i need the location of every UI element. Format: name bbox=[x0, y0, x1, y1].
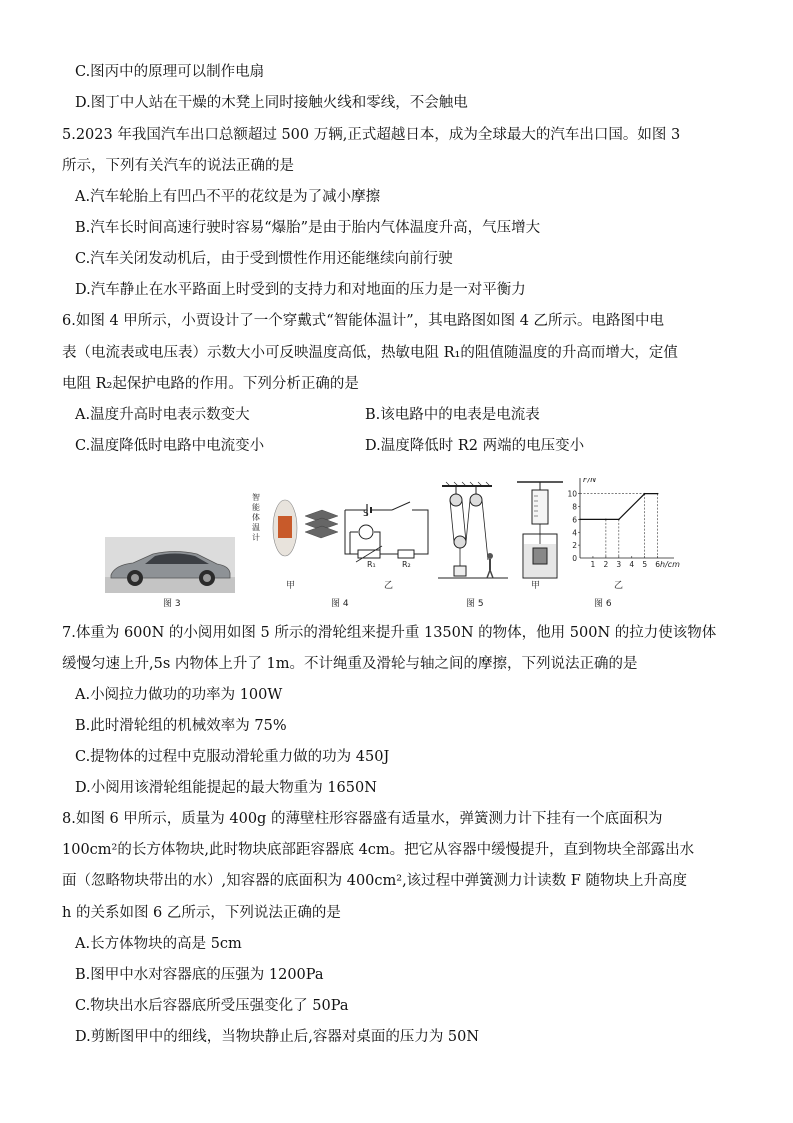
figure-4-device-label: 智能体温计 bbox=[252, 493, 260, 542]
question-8-option-a: A.长方体物块的高是 5cm bbox=[75, 936, 242, 952]
question-8-option-c: C.物块出水后容器底所受压强变化了 50Pa bbox=[75, 998, 349, 1014]
question-5-stem-2: 所示，下列有关汽车的说法正确的是 bbox=[62, 158, 294, 174]
x-tick-label: 3 bbox=[616, 560, 622, 569]
data-point bbox=[579, 519, 581, 521]
y-axis-label: F/N bbox=[583, 478, 597, 484]
data-point bbox=[644, 493, 646, 495]
figure-6-chart bbox=[560, 478, 680, 590]
data-point bbox=[657, 493, 659, 495]
figure-4-yi: 乙 bbox=[384, 581, 394, 591]
question-6-stem-2: 表（电流表或电压表）示数大小可反映温度高低，热敏电阻 R₁的阻值随温度的升高而增大，定值 bbox=[62, 345, 678, 361]
question-8-stem-3: 面（忽略物块带出的水）,知容器的底面积为 400cm²,该过程中弹簧测力计读数 F 随物块上升高度 bbox=[62, 873, 687, 889]
question-6-option-a: A.温度升高时电表示数变大 bbox=[75, 407, 250, 423]
question-6-option-d: D.温度降低时 R2 两端的电压变小 bbox=[365, 438, 585, 454]
x-tick-label: 1 bbox=[590, 560, 596, 569]
x-tick-label: 2 bbox=[603, 560, 609, 569]
question-5-option-d: D.汽车静止在水平路面上时受到的支持力和对地面的压力是一对平衡力 bbox=[75, 282, 526, 298]
figure-4-switch-label: S bbox=[363, 509, 369, 519]
figure-5-caption: 图 5 bbox=[466, 599, 484, 609]
y-tick-label: 8 bbox=[572, 502, 577, 512]
y-tick-label: 0 bbox=[572, 554, 577, 563]
question-7-stem-1: 7.体重为 600N 的小阅用如图 5 所示的滑轮组来提升重 1350N 的物体，他用 500N 的拉力使该物体 bbox=[62, 625, 717, 641]
figure-3-caption: 图 3 bbox=[163, 599, 181, 609]
figure-4 bbox=[250, 488, 440, 588]
y-tick-label: 6 bbox=[572, 515, 577, 525]
question-5-stem-1: 5.2023 年我国汽车出口总额超过 500 万辆,正式超越日本，成为全球最大的汽车出口国。如图 3 bbox=[62, 127, 681, 143]
question-7-option-c: C.提物体的过程中克服动滑轮重力做的功为 450J bbox=[75, 749, 390, 765]
question-7-option-d: D.小阅用该滑轮组能提起的最大物重为 1650N bbox=[75, 780, 377, 796]
series-line bbox=[580, 494, 658, 520]
x-tick-label: 5 bbox=[642, 560, 648, 569]
figure-4-r2-label: R₂ bbox=[402, 560, 411, 569]
y-tick-label: 10 bbox=[567, 489, 577, 499]
figure-6-caption: 图 6 bbox=[594, 599, 612, 609]
figure-4-r1-label: R₁ bbox=[367, 560, 376, 569]
y-tick-label: 2 bbox=[572, 541, 577, 551]
question-7-stem-2: 缓慢匀速上升,5s 内物体上升了 1m。不计绳重及滑轮与轴之间的摩擦，下列说法正确的是 bbox=[62, 656, 638, 672]
question-7-option-a: A.小阅拉力做功的功率为 100W bbox=[75, 687, 283, 703]
question-6-option-b: B.该电路中的电表是电流表 bbox=[365, 407, 540, 423]
option-d-stool: D.图丁中人站在干燥的木凳上同时接触火线和零线，不会触电 bbox=[75, 95, 468, 111]
y-tick-label: 4 bbox=[572, 528, 577, 538]
data-point bbox=[618, 519, 620, 521]
question-8-option-b: B.图甲中水对容器底的压强为 1200Pa bbox=[75, 967, 324, 983]
question-5-option-a: A.汽车轮胎上有凹凸不平的花纹是为了减小摩擦 bbox=[75, 189, 381, 205]
figure-6-yi: 乙 bbox=[614, 581, 624, 591]
question-6-option-c: C.温度降低时电路中电流变小 bbox=[75, 438, 265, 454]
question-7-option-b: B.此时滑轮组的机械效率为 75% bbox=[75, 718, 287, 734]
figure-5-pulley-system bbox=[438, 480, 508, 588]
figure-4-jia: 甲 bbox=[286, 581, 296, 591]
question-8-stem-1: 8.如图 6 甲所示，质量为 400g 的薄壁柱形容器盛有适量水，弹簧测力计下挂有一个底面积为 bbox=[62, 811, 663, 827]
question-6-stem-1: 6.如图 4 甲所示，小贾设计了一个穿戴式“智能体温计”，其电路图如图 4 乙所示。电路图中电 bbox=[62, 313, 665, 329]
data-point bbox=[605, 519, 607, 521]
option-c-fan: C.图丙中的原理可以制作电扇 bbox=[75, 64, 265, 80]
f-h-line-chart bbox=[560, 478, 680, 590]
question-5-option-c: C.汽车关闭发动机后，由于受到惯性作用还能继续向前行驶 bbox=[75, 251, 453, 267]
figure-3-car-photo bbox=[105, 537, 235, 593]
question-8-stem-2: 100cm²的长方体物块,此时物块底部距容器底 4cm。把它从容器中缓慢提升，直到物块全部露出水 bbox=[62, 842, 695, 858]
figure-6-spring-scale-container bbox=[515, 478, 565, 583]
figure-6-jia: 甲 bbox=[531, 581, 541, 591]
question-8-stem-4: h 的关系如图 6 乙所示，下列说法正确的是 bbox=[62, 905, 341, 921]
question-6-stem-3: 电阻 R₂起保护电路的作用。下列分析正确的是 bbox=[62, 376, 359, 392]
x-tick-label: 4 bbox=[629, 560, 635, 569]
figure-4-caption: 图 4 bbox=[331, 599, 349, 609]
x-axis-label: h/cm bbox=[660, 560, 680, 569]
x-tick-label: 6 bbox=[655, 560, 661, 569]
question-8-option-d: D.剪断图甲中的细线，当物块静止后,容器对桌面的压力为 50N bbox=[75, 1029, 480, 1045]
question-5-option-b: B.汽车长时间高速行驶时容易“爆胎”是由于胎内气体温度升高，气压增大 bbox=[75, 220, 541, 236]
